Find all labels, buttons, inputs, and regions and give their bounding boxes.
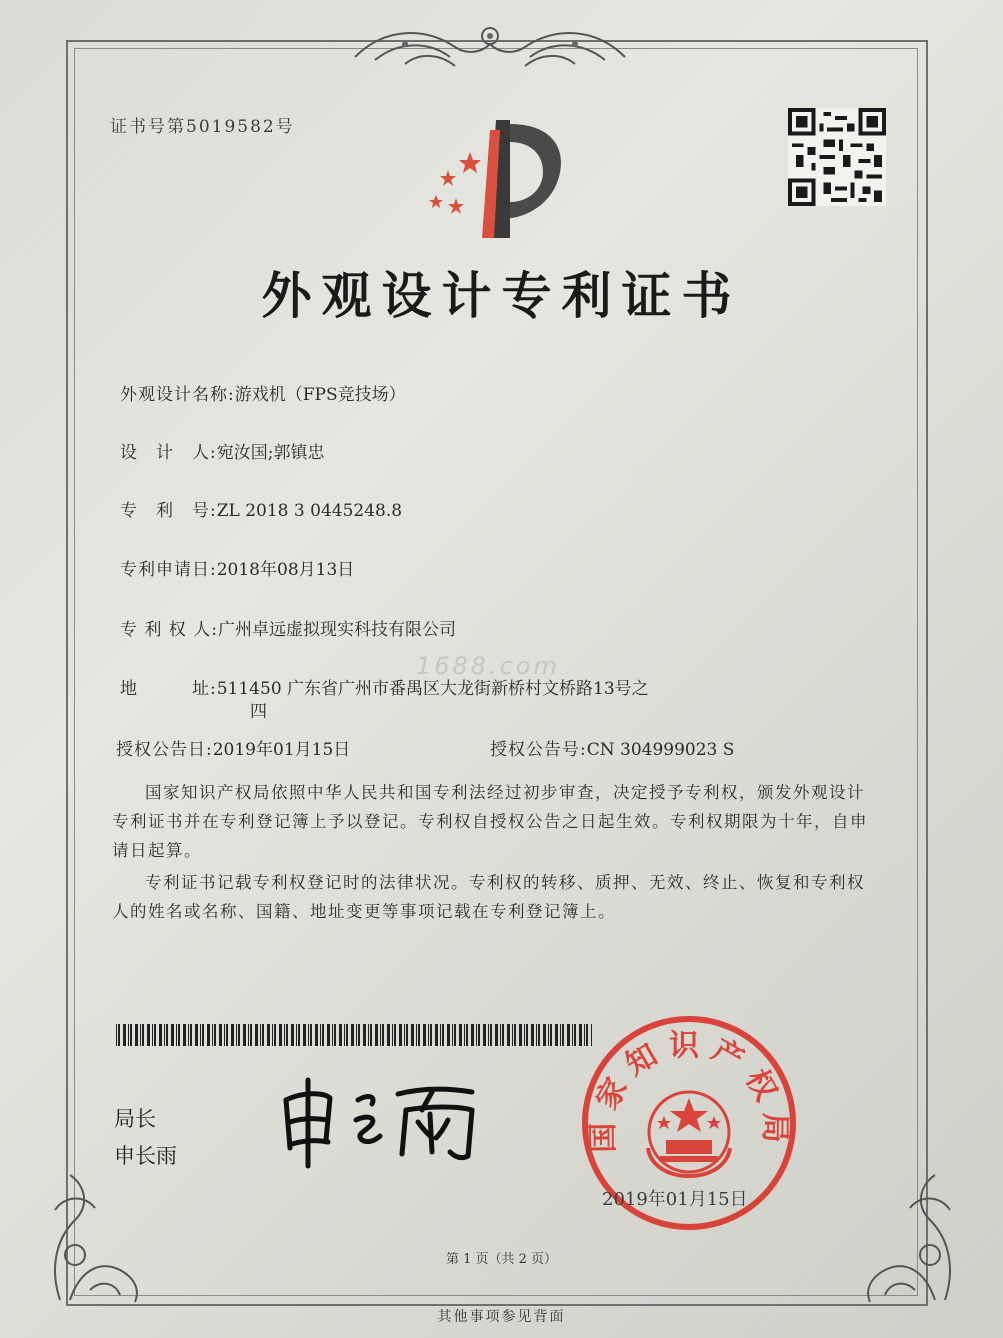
handwritten-signature-icon — [272, 1070, 492, 1170]
designer-value: 宛汝国;郭镇忠 — [216, 443, 325, 463]
footer-note: 其他事项参见背面 — [437, 1309, 566, 1325]
patentee-label: 专 利 权 人: — [120, 620, 218, 640]
bottom-right-ornament-icon — [855, 1150, 965, 1310]
grant-number-row — [490, 735, 734, 760]
patentee-value: 广州卓远虚拟现实科技有限公司 — [217, 620, 456, 640]
filing-date-row — [120, 555, 354, 580]
filing-date-value: 2018年08月13日 — [216, 560, 355, 580]
grant-number-value: CN 304999023 S — [586, 740, 735, 760]
design-name-value: 游戏机（FPS竞技场） — [234, 385, 406, 405]
patentee-row — [120, 615, 456, 640]
certificate-title: 外观设计专利证书 — [261, 267, 742, 325]
top-ornament-icon — [345, 22, 635, 72]
design-name-row — [120, 380, 406, 405]
grant-date-label: 授权公告日: — [116, 740, 213, 760]
director-title: 局长 — [114, 1107, 156, 1131]
svg-text:国家知识产权局: 国家知识产权局 — [585, 1028, 793, 1154]
body-paragraph-2: 专利证书记载专利权登记时的法律状况。专利权的转移、质押、无效、终止、恢复和专利权人的姓名或名称、国籍、地址变更等事项记载在专利登记簿上。 — [112, 873, 865, 921]
qr-code-icon — [788, 108, 886, 206]
seal-date: 2019年01月15日 — [602, 1189, 748, 1210]
designer-row — [120, 438, 324, 463]
patent-number-label: 专 利 号: — [120, 501, 217, 521]
grant-number-label: 授权公告号: — [490, 740, 587, 760]
designer-label: 设 计 人: — [120, 443, 217, 463]
certificate-number: 证书号第5019582号 — [110, 117, 295, 137]
address-value-line1: 511450 广东省广州市番禺区大龙街新桥村文桥路13号之 — [216, 679, 649, 699]
cnipa-logo-icon — [418, 110, 578, 240]
page-number: 第 1 页（共 2 页） — [445, 1252, 558, 1267]
design-name-label: 外观设计名称: — [120, 385, 235, 405]
director-name: 申长雨 — [114, 1144, 177, 1168]
filing-date-label: 专利申请日: — [120, 560, 217, 580]
grant-date-row — [116, 735, 350, 760]
grant-date-value: 2019年01月15日 — [212, 740, 351, 760]
barcode-icon — [116, 1024, 592, 1046]
address-value-line2: 四 — [250, 702, 267, 722]
address-label: 地 址: — [120, 679, 217, 699]
patent-number-row — [120, 496, 402, 521]
bottom-left-ornament-icon — [40, 1150, 150, 1310]
body-paragraph-1: 国家知识产权局依照中华人民共和国专利法经过初步审查，决定授予专利权，颁发外观设计专利证书并在专利登记簿上予以登记。专利权自授权公告之日起生效。专利权期限为十年，自申请日起算。 — [112, 783, 868, 860]
watermark-text: 1688.com — [416, 652, 560, 680]
address-row — [120, 674, 649, 699]
patent-number-value: ZL 2018 3 0445248.8 — [216, 501, 403, 521]
